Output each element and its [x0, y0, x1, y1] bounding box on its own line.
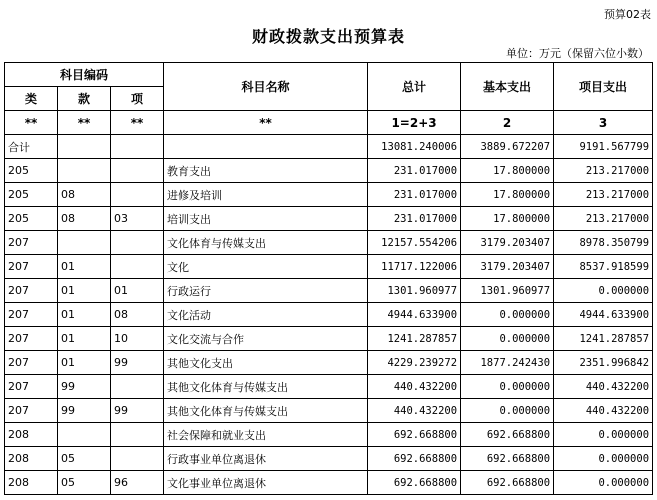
cell-total: 11717.122006	[368, 255, 461, 279]
cell-basic: 17.800000	[461, 183, 554, 207]
table-row	[5, 399, 653, 423]
cell-lei: 207	[5, 303, 58, 327]
cell-kuan: 99	[58, 399, 111, 423]
cell-name: 文化事业单位离退休	[164, 471, 368, 495]
basic-header: 基本支出	[461, 63, 554, 111]
code-group-header: 科目编码	[5, 63, 164, 87]
cell-name: 文化体育与传媒支出	[164, 231, 368, 255]
cell-kuan: 01	[58, 255, 111, 279]
cell-total: 440.432200	[368, 399, 461, 423]
cell-lei: 207	[5, 231, 58, 255]
table-row	[5, 231, 653, 255]
cell-basic: 0.000000	[461, 303, 554, 327]
cell-xiang: 03	[111, 207, 164, 231]
cell-lei: 208	[5, 423, 58, 447]
cell-project: 8978.350799	[554, 231, 653, 255]
cell-kuan	[58, 135, 111, 159]
cell-name: 其他文化体育与传媒支出	[164, 399, 368, 423]
cell-xiang	[111, 231, 164, 255]
cell-kuan: 08	[58, 207, 111, 231]
form-code: 预算02表	[604, 8, 651, 21]
cell-kuan	[58, 231, 111, 255]
marker-cell: **	[111, 111, 164, 135]
page-title: 财政拨款支出预算表	[251, 27, 405, 46]
cell-xiang	[111, 423, 164, 447]
cell-lei: 208	[5, 447, 58, 471]
cell-total: 692.668800	[368, 471, 461, 495]
table-body	[5, 135, 653, 495]
cell-kuan: 05	[58, 471, 111, 495]
cell-project: 213.217000	[554, 159, 653, 183]
cell-kuan: 01	[58, 351, 111, 375]
cell-kuan	[58, 159, 111, 183]
cell-name: 其他文化支出	[164, 351, 368, 375]
name-header: 科目名称	[164, 63, 368, 111]
marker-cell: 3	[554, 111, 653, 135]
cell-kuan: 01	[58, 279, 111, 303]
cell-total: 231.017000	[368, 159, 461, 183]
cell-kuan: 05	[58, 447, 111, 471]
cell-lei: 207	[5, 327, 58, 351]
cell-project: 440.432200	[554, 399, 653, 423]
cell-xiang	[111, 159, 164, 183]
cell-basic: 692.668800	[461, 423, 554, 447]
cell-xiang: 99	[111, 351, 164, 375]
table-row	[5, 423, 653, 447]
table-row	[5, 303, 653, 327]
cell-total: 13081.240006	[368, 135, 461, 159]
budget-table	[4, 62, 653, 495]
cell-basic: 1877.242430	[461, 351, 554, 375]
cell-total: 12157.554206	[368, 231, 461, 255]
cell-basic: 1301.960977	[461, 279, 554, 303]
cell-name: 社会保障和就业支出	[164, 423, 368, 447]
cell-total: 1301.960977	[368, 279, 461, 303]
cell-kuan: 08	[58, 183, 111, 207]
cell-xiang: 99	[111, 399, 164, 423]
cell-project: 8537.918599	[554, 255, 653, 279]
xiang-header: 项	[111, 87, 164, 111]
unit-note: 单位：万元（保留六位小数）	[506, 47, 649, 60]
cell-kuan	[58, 423, 111, 447]
cell-basic: 0.000000	[461, 327, 554, 351]
table-row	[5, 207, 653, 231]
cell-project: 0.000000	[554, 423, 653, 447]
cell-basic: 692.668800	[461, 447, 554, 471]
cell-name: 教育支出	[164, 159, 368, 183]
cell-project: 213.217000	[554, 207, 653, 231]
cell-project: 4944.633900	[554, 303, 653, 327]
cell-project: 0.000000	[554, 471, 653, 495]
total-header: 总计	[368, 63, 461, 111]
marker-cell: 1=2+3	[368, 111, 461, 135]
cell-kuan: 01	[58, 303, 111, 327]
cell-xiang	[111, 447, 164, 471]
cell-project: 440.432200	[554, 375, 653, 399]
cell-kuan: 01	[58, 327, 111, 351]
cell-lei: 207	[5, 375, 58, 399]
marker-row	[5, 111, 653, 135]
cell-xiang	[111, 183, 164, 207]
cell-project: 2351.996842	[554, 351, 653, 375]
cell-total: 231.017000	[368, 207, 461, 231]
cell-basic: 3179.203407	[461, 255, 554, 279]
cell-lei: 208	[5, 471, 58, 495]
marker-cell: **	[58, 111, 111, 135]
cell-total: 4944.633900	[368, 303, 461, 327]
cell-lei: 207	[5, 279, 58, 303]
lei-header: 类	[5, 87, 58, 111]
table-row	[5, 255, 653, 279]
cell-name	[164, 135, 368, 159]
table-row	[5, 471, 653, 495]
cell-xiang	[111, 375, 164, 399]
cell-total: 440.432200	[368, 375, 461, 399]
cell-lei: 205	[5, 183, 58, 207]
cell-total: 692.668800	[368, 447, 461, 471]
cell-lei: 205	[5, 159, 58, 183]
table-row	[5, 375, 653, 399]
cell-name: 文化交流与合作	[164, 327, 368, 351]
marker-cell: 2	[461, 111, 554, 135]
cell-lei: 合计	[5, 135, 58, 159]
table-row	[5, 351, 653, 375]
cell-lei: 207	[5, 399, 58, 423]
cell-xiang: 10	[111, 327, 164, 351]
table-row	[5, 447, 653, 471]
cell-xiang: 08	[111, 303, 164, 327]
cell-lei: 207	[5, 255, 58, 279]
cell-name: 其他文化体育与传媒支出	[164, 375, 368, 399]
table-row	[5, 279, 653, 303]
cell-name: 文化活动	[164, 303, 368, 327]
cell-basic: 17.800000	[461, 207, 554, 231]
marker-cell: **	[164, 111, 368, 135]
table-row	[5, 327, 653, 351]
cell-basic: 692.668800	[461, 471, 554, 495]
cell-total: 231.017000	[368, 183, 461, 207]
table-row	[5, 183, 653, 207]
cell-project: 9191.567799	[554, 135, 653, 159]
cell-name: 进修及培训	[164, 183, 368, 207]
cell-basic: 0.000000	[461, 375, 554, 399]
cell-lei: 205	[5, 207, 58, 231]
cell-basic: 17.800000	[461, 159, 554, 183]
table-row	[5, 135, 653, 159]
cell-xiang: 96	[111, 471, 164, 495]
cell-xiang: 01	[111, 279, 164, 303]
table-row	[5, 159, 653, 183]
cell-basic: 3179.203407	[461, 231, 554, 255]
cell-project: 0.000000	[554, 447, 653, 471]
cell-name: 文化	[164, 255, 368, 279]
cell-total: 692.668800	[368, 423, 461, 447]
header-row-1	[5, 63, 653, 87]
cell-project: 1241.287857	[554, 327, 653, 351]
kuan-header: 款	[58, 87, 111, 111]
cell-lei: 207	[5, 351, 58, 375]
cell-basic: 0.000000	[461, 399, 554, 423]
cell-xiang	[111, 255, 164, 279]
cell-project: 213.217000	[554, 183, 653, 207]
cell-total: 1241.287857	[368, 327, 461, 351]
marker-cell: **	[5, 111, 58, 135]
cell-total: 4229.239272	[368, 351, 461, 375]
cell-name: 培训支出	[164, 207, 368, 231]
cell-name: 行政运行	[164, 279, 368, 303]
cell-project: 0.000000	[554, 279, 653, 303]
cell-name: 行政事业单位离退休	[164, 447, 368, 471]
cell-basic: 3889.672207	[461, 135, 554, 159]
project-header: 项目支出	[554, 63, 653, 111]
cell-xiang	[111, 135, 164, 159]
cell-kuan: 99	[58, 375, 111, 399]
